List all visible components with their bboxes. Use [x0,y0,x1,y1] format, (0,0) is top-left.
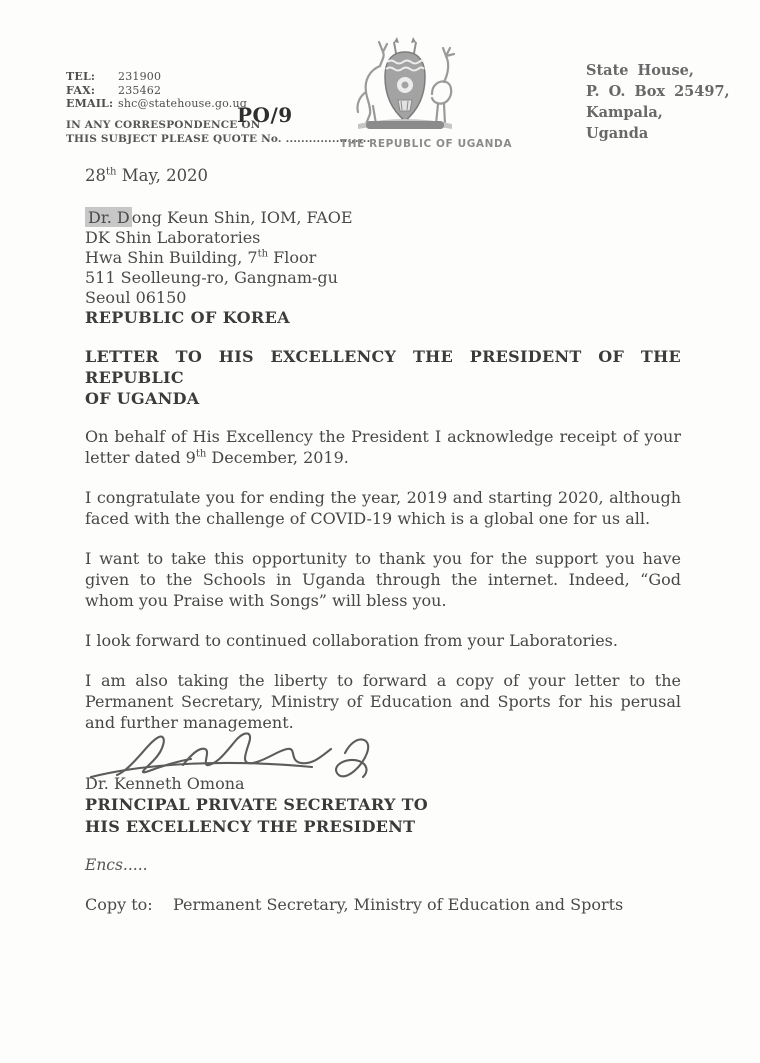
building-ordinal: th [257,248,269,260]
enclosures-note: Encs..... [85,856,148,874]
reference-number: PO/9 [237,103,293,127]
correspondence-note-line2: THIS SUBJECT PLEASE QUOTE No. ...................... [66,132,371,145]
date-rest: May, 2020 [116,166,209,185]
letter-date [85,165,681,186]
contact-row-tel [66,70,296,84]
drum-emblem-icon [398,100,412,111]
kob-supporter-icon [357,42,387,124]
recipient-address-block [85,208,681,328]
signatory-name: Dr. Kenneth Omona [85,774,245,793]
copy-to-label: Copy to: [85,895,153,914]
paragraph-4: I look forward to continued collaboration from your Laboratories. [85,631,618,650]
paragraph-1-text-rest: December, 2019. [206,448,349,467]
fax-label: FAX: [66,83,96,97]
tel-value: 231900 [118,70,162,83]
emblem-caption: THE REPUBLIC OF UGANDA [340,138,513,150]
date-ordinal: th [106,166,117,178]
paragraph-3: I want to take this opportunity to thank you for the support you have given to the Schools in Uganda through the internet. Indeed, “God whom you Praise with Songs” will bless you. [85,549,681,610]
correspondence-note-line1: IN ANY CORRESPONDENCE ON [66,118,261,131]
recipient-org-line: DK Shin Laboratories [85,228,261,247]
highlight-smudge: Dr. D [85,207,132,227]
subject-heading [85,346,681,409]
recipient-street-line: 511 Seolleung-ro, Gangnam-gu [85,268,338,287]
shield-icon [385,52,425,121]
sender-address-line: State House, [586,62,694,79]
letter-body [85,165,681,915]
recipient-city-line: Seoul 06150 [85,288,187,307]
paragraph-1-text: On behalf of His Excellency the President I acknowledge receipt of your letter dated 9 [85,427,681,467]
building-text: Hwa Shin Building, 7 [85,248,258,267]
subject-line2: OF UGANDA [85,389,200,408]
email-value: shc@statehouse.go.ug [118,97,247,110]
signature-block [85,725,681,838]
contact-row-fax [66,84,296,98]
recipient-country-line: REPUBLIC OF KOREA [85,308,291,327]
sender-address-line: Uganda [586,125,649,142]
coat-of-arms-block [340,36,513,150]
recipient-name-line [85,208,681,228]
email-label: EMAIL: [66,97,114,110]
signatory-title-line1: PRINCIPAL PRIVATE SECRETARY TO [85,795,429,814]
subject-line1: LETTER TO HIS EXCELLENCY THE PRESIDENT OF THE REPUBLIC [85,347,681,387]
date-day: 28 [85,166,106,185]
crane-supporter-icon [432,48,454,124]
uganda-coat-of-arms-icon [340,36,470,132]
sender-address-line: Kampala, [586,104,663,121]
recipient-building-line [85,248,681,268]
sender-address-block [586,60,730,144]
tel-label: TEL: [66,70,96,83]
signatory-title-line2: HIS EXCELLENCY THE PRESIDENT [85,817,416,836]
building-text-rest: Floor [268,248,317,267]
paragraph-1-ordinal: th [195,448,207,460]
recipient-name-rest: ong Keun Shin, IOM, FAOE [131,208,353,227]
motto-ribbon-icon [366,121,444,129]
paragraph-1 [85,426,681,468]
sender-address-line: P. O. Box 25497, [586,83,730,100]
fax-value: 235462 [118,83,162,97]
paragraph-5: I am also taking the liberty to forward a copy of your letter to the Permanent Secretary, Ministry of Education and Sports for his perusal and further management. [85,671,681,732]
copy-to-value: Permanent Secretary, Ministry of Education and Sports [173,895,624,914]
paragraph-2: I congratulate you for ending the year, 2019 and starting 2020, although faced with the challenge of COVID-19 which is a global one for us all. [85,488,681,528]
copy-to-line [85,894,681,915]
